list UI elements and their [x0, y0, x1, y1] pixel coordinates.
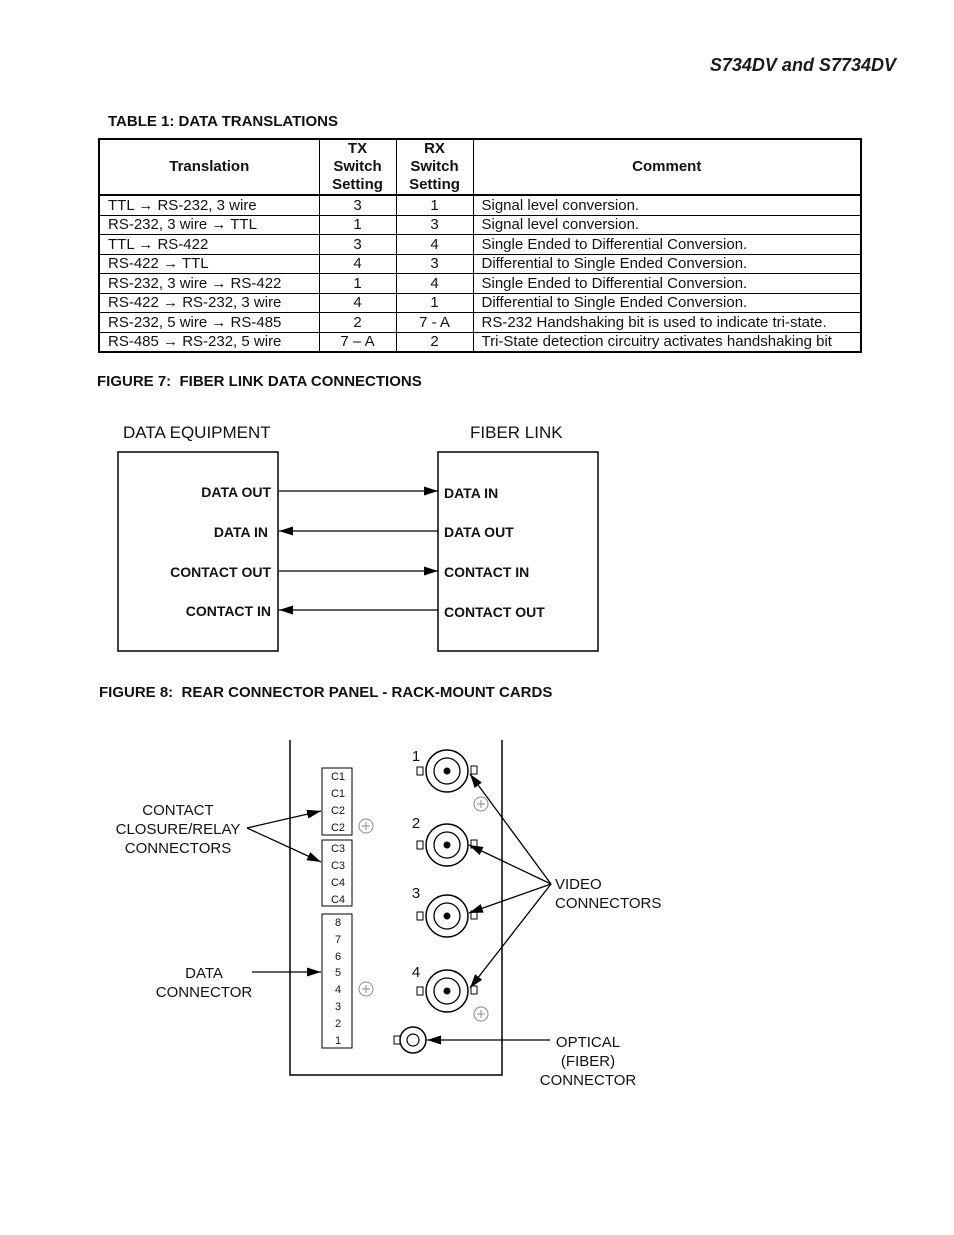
comment-cell: Signal level conversion.	[473, 195, 861, 215]
translation-cell: RS-232, 3 wire → TTL	[99, 215, 319, 235]
screw-icon	[359, 982, 373, 996]
contact-callout-arrow	[247, 828, 321, 862]
screw-head	[359, 819, 373, 833]
contact-connectors-label-line: CLOSURE/RELAY	[115, 821, 241, 838]
optical-connector-label-line: (FIBER)	[560, 1053, 616, 1070]
optical-connector-icon	[394, 1027, 426, 1053]
document-header-title: S734DV and S7734DV	[709, 55, 896, 75]
video-connector-number: 4	[411, 964, 421, 981]
screw-cross	[362, 985, 370, 993]
optical-inner-ring	[407, 1034, 419, 1046]
contact-pin-label: C1	[330, 788, 346, 800]
data-equipment-box	[118, 452, 278, 651]
table-row	[99, 274, 861, 294]
optical-tab	[394, 1036, 400, 1044]
bnc-inner-ring	[434, 903, 460, 929]
data-pin-label: 1	[334, 1035, 342, 1047]
figure7-diagram	[118, 423, 598, 651]
table-row	[99, 293, 861, 313]
equipment-data-out-label: DATA OUT	[201, 484, 271, 500]
table-row	[99, 313, 861, 333]
data-pin-label: 3	[334, 1001, 342, 1013]
data-equipment-title: DATA EQUIPMENT	[123, 423, 271, 442]
fiber-contact-in-label: CONTACT IN	[444, 564, 530, 580]
table-row	[99, 195, 861, 215]
translation-cell: RS-232, 5 wire → RS-485	[99, 313, 319, 333]
data-pin-label: 2	[334, 1018, 342, 1030]
header-tx-line: Setting	[332, 176, 383, 193]
fiber-data-out-label: DATA OUT	[444, 524, 514, 540]
bnc-tab-right	[471, 986, 477, 994]
bnc-tab-right	[471, 766, 477, 774]
table-row	[99, 254, 861, 274]
tx-setting-cell: 1	[319, 274, 396, 294]
comment-cell: Single Ended to Differential Conversion.	[473, 235, 861, 255]
table-header-row	[99, 139, 861, 195]
contact-pin-label: C4	[330, 877, 346, 889]
equipment-data-in-label: DATA IN	[213, 524, 268, 540]
screw-head	[474, 1007, 488, 1021]
contact-pin-label: C2	[330, 822, 346, 834]
video-callout-arrow	[470, 774, 551, 884]
comment-cell: Differential to Single Ended Conversion.	[473, 254, 861, 274]
comment-cell: Differential to Single Ended Conversion.	[473, 293, 861, 313]
tx-setting-cell: 4	[319, 293, 396, 313]
header-translation: Translation	[99, 139, 319, 195]
contact-connectors-label-line: CONTACT	[142, 802, 214, 819]
header-rx-line: Switch	[410, 158, 459, 175]
rx-setting-cell: 7 - A	[396, 313, 473, 333]
contact-connectors-label-line: CONNECTORS	[124, 840, 232, 857]
screw-cross	[362, 822, 370, 830]
bnc-outer-ring	[426, 970, 468, 1012]
bnc-connector-icon	[417, 895, 477, 937]
comment-cell: Tri-State detection circuitry activates handshaking bit	[473, 332, 861, 352]
screw-icon	[474, 1007, 488, 1021]
data-pin-label: 5	[334, 967, 342, 979]
video-connectors-label-line: VIDEO	[555, 876, 602, 893]
bnc-tab-right	[471, 911, 477, 919]
screw-cross	[477, 800, 485, 808]
bnc-tab-left	[417, 987, 423, 995]
translation-cell: TTL → RS-232, 3 wire	[99, 195, 319, 215]
translation-cell: RS-232, 3 wire → RS-422	[99, 274, 319, 294]
screw-cross	[477, 1010, 485, 1018]
rx-setting-cell: 4	[396, 235, 473, 255]
optical-outer-ring	[400, 1027, 426, 1053]
rx-setting-cell: 1	[396, 195, 473, 215]
bnc-outer-ring	[426, 750, 468, 792]
screw-head	[474, 797, 488, 811]
data-terminal-block	[322, 914, 352, 1048]
contact-pin-label: C4	[330, 894, 346, 906]
rx-setting-cell: 2	[396, 332, 473, 352]
translation-cell: RS-422 → RS-232, 3 wire	[99, 293, 319, 313]
bnc-outer-ring	[426, 824, 468, 866]
header-tx-line: TX	[347, 140, 368, 157]
screw-icon	[359, 819, 373, 833]
contact-terminal-block-a	[322, 768, 352, 835]
optical-connector-label-line: OPTICAL	[555, 1034, 621, 1051]
optical-connector-label-line: CONNECTOR	[539, 1072, 637, 1089]
tx-setting-cell: 4	[319, 254, 396, 274]
figure8-diagram	[116, 740, 662, 1089]
rx-setting-cell: 1	[396, 293, 473, 313]
video-connector-number: 3	[411, 885, 421, 902]
header-tx-switch-setting	[319, 139, 396, 195]
contact-pin-label: C1	[330, 771, 346, 783]
rx-setting-cell: 4	[396, 274, 473, 294]
fiber-contact-out-label: CONTACT OUT	[444, 604, 545, 620]
data-connector-label-line: DATA	[185, 965, 223, 982]
table1-caption: TABLE 1: DATA TRANSLATIONS	[108, 113, 338, 130]
table-row	[99, 215, 861, 235]
figure8-caption: FIGURE 8: REAR CONNECTOR PANEL - RACK-MOUNT CARDS	[99, 684, 553, 701]
data-pin-label: 6	[334, 951, 342, 963]
video-connectors-label-line: CONNECTORS	[555, 895, 662, 912]
bnc-connector-icon	[417, 750, 477, 792]
data-translations-table	[98, 138, 862, 353]
fiber-link-title: FIBER LINK	[470, 423, 563, 442]
table-body	[99, 195, 861, 352]
fiber-link-box	[438, 452, 598, 651]
contact-callout-arrow	[247, 811, 321, 828]
bnc-inner-ring	[434, 758, 460, 784]
translation-cell: RS-422 → TTL	[99, 254, 319, 274]
data-pin-label: 4	[334, 984, 342, 996]
screw-head	[359, 982, 373, 996]
bnc-connector-icon	[417, 970, 477, 1012]
contact-pin-label: C3	[330, 843, 346, 855]
bnc-center-pin	[444, 768, 451, 775]
comment-cell: Single Ended to Differential Conversion.	[473, 274, 861, 294]
bnc-tab-left	[417, 841, 423, 849]
bnc-outer-ring	[426, 895, 468, 937]
bnc-tab-left	[417, 912, 423, 920]
bnc-inner-ring	[434, 978, 460, 1004]
header-rx-line: RX	[424, 140, 445, 157]
bnc-tab-left	[417, 767, 423, 775]
equipment-contact-in-label: CONTACT IN	[185, 603, 271, 619]
bnc-center-pin	[444, 913, 451, 920]
table-row	[99, 332, 861, 352]
bnc-center-pin	[444, 988, 451, 995]
rear-panel-outline	[290, 740, 502, 1075]
video-connector-number: 2	[411, 815, 421, 832]
translation-cell: RS-485 → RS-232, 5 wire	[99, 332, 319, 352]
contact-pin-label: C3	[330, 860, 346, 872]
bnc-connector-icon	[417, 824, 477, 866]
rx-setting-cell: 3	[396, 254, 473, 274]
tx-setting-cell: 3	[319, 195, 396, 215]
bnc-tab-right	[471, 840, 477, 848]
tx-setting-cell: 1	[319, 215, 396, 235]
comment-cell: Signal level conversion.	[473, 215, 861, 235]
header-comment: Comment	[473, 139, 861, 195]
video-callout-arrow	[470, 884, 551, 988]
table-header	[99, 139, 861, 195]
rx-setting-cell: 3	[396, 215, 473, 235]
screw-icon	[474, 797, 488, 811]
header-rx-switch-setting	[396, 139, 473, 195]
data-connector-label-line: CONNECTOR	[155, 984, 253, 1001]
data-pin-label: 8	[334, 917, 342, 929]
tx-setting-cell: 3	[319, 235, 396, 255]
contact-pin-label: C2	[330, 805, 346, 817]
table-row	[99, 235, 861, 255]
comment-cell: RS-232 Handshaking bit is used to indicate tri-state.	[473, 313, 861, 333]
video-connector-number: 1	[411, 748, 421, 765]
bnc-center-pin	[444, 842, 451, 849]
tx-setting-cell: 2	[319, 313, 396, 333]
video-callout-arrow	[469, 884, 551, 913]
fiber-data-in-label: DATA IN	[444, 485, 499, 501]
contact-terminal-block-b	[322, 840, 352, 906]
translation-cell: TTL → RS-422	[99, 235, 319, 255]
data-pin-label: 7	[334, 934, 342, 946]
header-tx-line: Switch	[333, 158, 382, 175]
equipment-contact-out-label: CONTACT OUT	[170, 564, 271, 580]
header-rx-line: Setting	[409, 176, 460, 193]
tx-setting-cell: 7 – A	[319, 332, 396, 352]
video-callout-arrow	[469, 845, 551, 884]
figure7-caption: FIGURE 7: FIBER LINK DATA CONNECTIONS	[97, 373, 422, 390]
bnc-inner-ring	[434, 832, 460, 858]
